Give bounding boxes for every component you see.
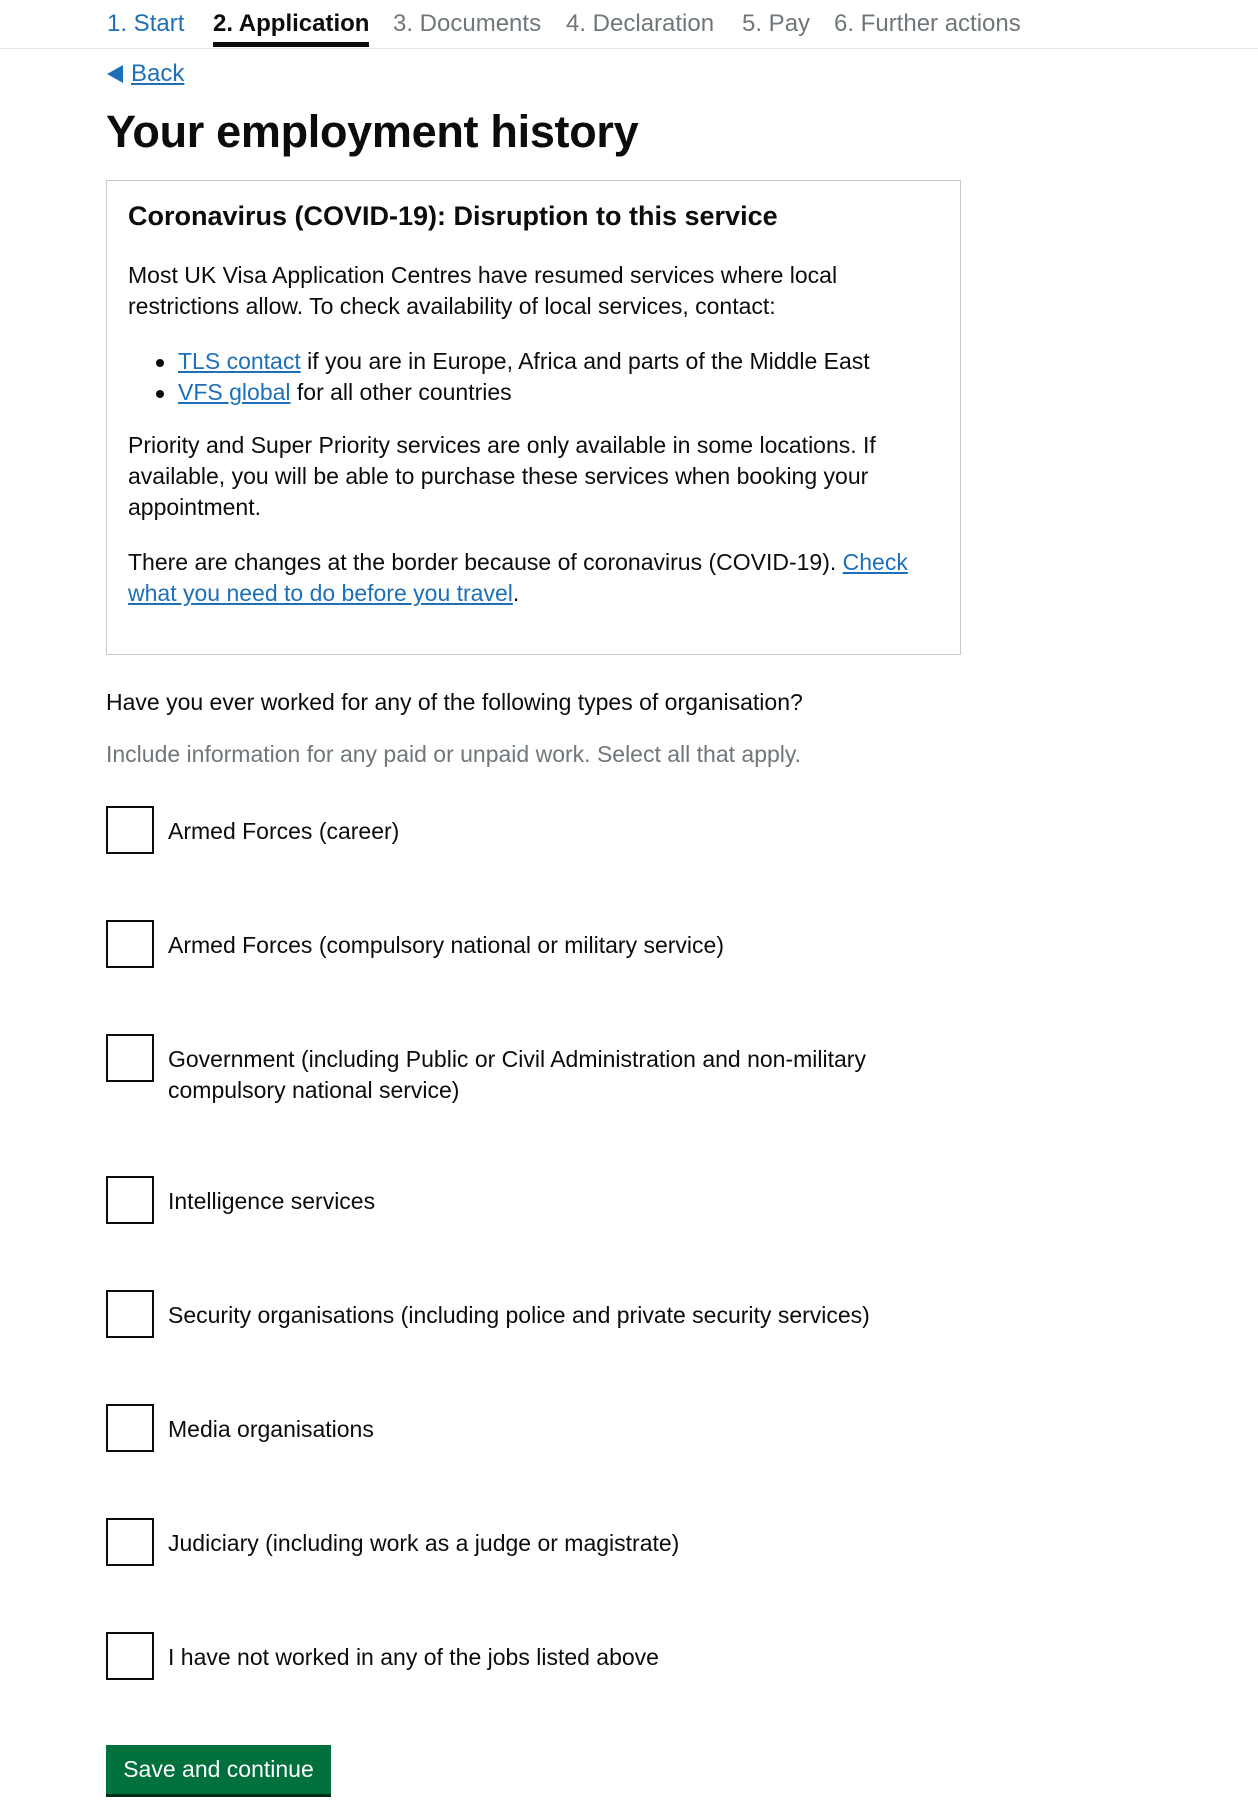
notice-priority-text: Priority and Super Priority services are only available in some locations. If available, you will be able to purchase these services when booking your appointment. [128, 432, 876, 520]
checkbox-box[interactable] [106, 1632, 154, 1680]
checkbox-label[interactable]: Security organisations (including police and private security services) [168, 1302, 870, 1328]
question-hint: Include information for any paid or unpaid work. Select all that apply. [106, 741, 802, 767]
page-title: Your employment history [106, 106, 639, 157]
covid-notice [106, 180, 961, 655]
checkbox-label[interactable]: Intelligence services [168, 1188, 376, 1214]
notice-border-text: There are changes at the border because of coronavirus (COVID-19). [128, 549, 843, 575]
bullet-tls-text: if you are in Europe, Africa and parts of the Middle East [300, 348, 870, 374]
progress-steps [0, 0, 1258, 49]
checkbox-box[interactable] [106, 1518, 154, 1566]
step-pay: 5. Pay [742, 10, 811, 37]
checkbox-box[interactable] [106, 1404, 154, 1452]
checkbox-label[interactable]: I have not worked in any of the jobs listed above [168, 1644, 659, 1670]
vfs-global-link[interactable]: VFS global [178, 379, 291, 405]
step-start[interactable]: 1. Start [107, 10, 185, 37]
notice-border-end: . [512, 580, 520, 606]
step-application[interactable]: 2. Application [213, 8, 369, 40]
notice-title: Coronavirus (COVID-19): Disruption to this service [128, 201, 778, 231]
notice-intro: Most UK Visa Application Centres have resumed services where local restrictions allow. To check availability of local services, contact: [128, 262, 838, 319]
notice-bullets [128, 346, 870, 408]
checkbox-label[interactable]: Media organisations [168, 1416, 374, 1442]
bullet-tls [128, 346, 870, 377]
checkbox-box[interactable] [106, 920, 154, 968]
checkbox-label[interactable]: Armed Forces (career) [168, 818, 400, 844]
checkbox-label[interactable]: Judiciary (including work as a judge or magistrate) [168, 1530, 680, 1556]
question-label: Have you ever worked for any of the following types of organisation? [106, 689, 803, 715]
checkbox-box[interactable] [106, 806, 154, 854]
bullet-vfs-text: for all other countries [290, 379, 512, 405]
checkbox-box[interactable] [106, 1176, 154, 1224]
step-declaration: 4. Declaration [566, 10, 715, 37]
back-link-label[interactable]: Back [131, 60, 185, 87]
check-travel-link[interactable]: Check what you need to do before you travel [128, 549, 908, 606]
checkbox-label[interactable]: Government (including Public or Civil Administration and non-military compulsory national service) [168, 1046, 866, 1103]
checkbox-box[interactable] [106, 1290, 154, 1338]
back-link[interactable] [107, 58, 184, 90]
notice-border-paragraph [128, 547, 918, 609]
checkbox-label[interactable]: Armed Forces (compulsory national or military service) [168, 932, 724, 958]
save-and-continue-button[interactable]: Save and continue [106, 1745, 331, 1794]
step-documents: 3. Documents [393, 10, 542, 37]
tls-contact-link[interactable]: TLS contact [178, 348, 301, 374]
step-further-actions: 6. Further actions [834, 10, 1021, 37]
checkbox-box[interactable] [106, 1034, 154, 1082]
bullet-vfs [128, 377, 870, 408]
